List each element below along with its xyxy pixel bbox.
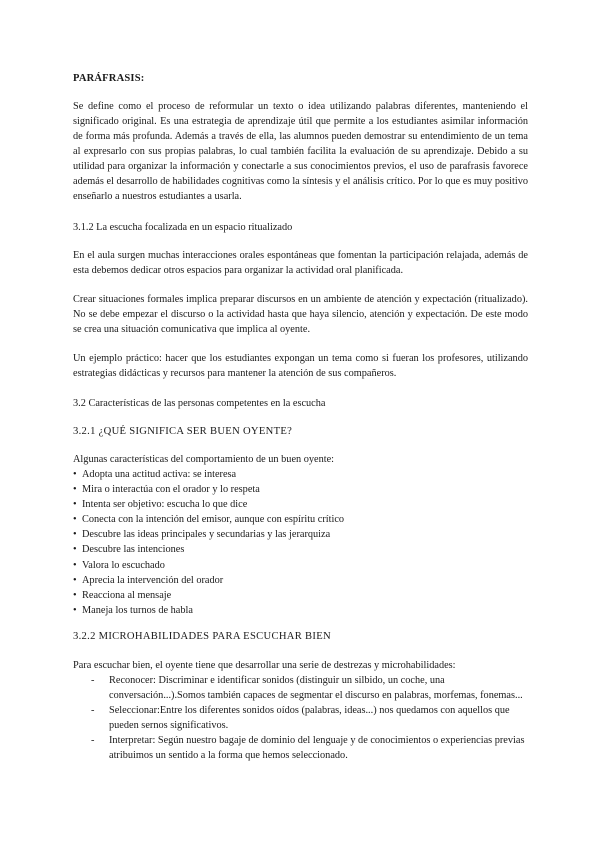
dash-icon: - — [91, 735, 95, 746]
bullet-icon: • — [73, 499, 77, 511]
list-item: • Adopta una actitud activa: se interesa — [73, 467, 344, 482]
good-listener-list — [73, 467, 344, 618]
section-32-heading: 3.2 Características de las personas competentes en la escucha — [73, 398, 326, 409]
list-item: • Maneja los turnos de habla — [73, 603, 344, 618]
list-item: • Reacciona al mensaje — [73, 588, 344, 603]
bullet-icon: • — [73, 544, 77, 556]
list-item: • Descubre las ideas principales y secundarias y las jerarquiza — [73, 527, 344, 542]
section-312-paragraph-3: Un ejemplo práctico: hacer que los estudiantes expongan un tema como si fueran los profesores, utilizando estrategias didácticas y recursos para mantener la atención de sus compañeros. — [73, 353, 528, 379]
bullet-icon: • — [73, 574, 77, 586]
section-321-lead: Algunas características del comportamiento de un buen oyente: — [73, 454, 335, 465]
microskills-list — [73, 673, 528, 763]
bullet-icon: • — [73, 469, 77, 480]
list-item: - Reconocer: Discriminar e identificar sonidos (distinguir un silbido, un coche, una conversación...).Somos también capaces de segmentar el discurso en palabras, morfemas, fonemas... — [91, 675, 523, 701]
intro-paragraph: Se define como el proceso de reformular un texto o idea utilizando palabras diferentes, manteniendo el significado original. Es una estrategia de aprendizaje útil que permite a los estudiantes asimilar información de forma más profunda. Además a través de ella, las alumnos pueden demostrar su entendimiento de un tema al expresarlo con sus propias palabras, lo cual también facilita la evaluación de su aprendizaje. Debido a su utilidad para organizar la información y conectarle a sus conocimientos previos, el uso de parafrasis favorece además el desarrollo de habilidades cognitivas como la síntesis y el análisis crítico. Por lo que es muy positivo enseñarlo a nuestros estudiantes a usarla. — [73, 101, 528, 202]
list-item: • Aprecia la intervención del orador — [73, 573, 344, 588]
list-item: - Interpretar: Según nuestro bagaje de dominio del lenguaje y de conocimientos o experiencias previas atribuimos un sentido a la forma que hemos seleccionado. — [91, 735, 525, 761]
section-321-heading: 3.2.1 ¿QUÉ SIGNIFICA SER BUEN OYENTE? — [73, 426, 293, 437]
list-item: - Seleccionar:Entre los diferentes sonidos oídos (palabras, ideas...) nos quedamos con aquellos que pueden sernos significativos. — [91, 705, 510, 731]
list-item: • Mira o interactúa con el orador y lo respeta — [73, 482, 344, 497]
dash-icon: - — [91, 675, 95, 686]
dash-icon: - — [91, 705, 95, 716]
list-item: • Conecta con la intención del emisor, aunque con espíritu crítico — [73, 512, 344, 527]
bullet-icon: • — [73, 484, 77, 496]
section-312-paragraph-1: En el aula surgen muchas interacciones orales espontáneas que fomentan la participación relajada, además de esta debemos dedicar otros espacios para organizar la actividad oral planificada. — [73, 250, 528, 276]
list-item: • Valora lo escuchado — [73, 558, 344, 573]
section-312-paragraph-2: Crear situaciones formales implica preparar discursos en un ambiente de atención y expectación (ritualizado). No se debe empezar el discurso o la actividad hasta que haya silencio, atención y expectación. De este modo se crea una situación comunicativa que implica al oyente. — [73, 294, 528, 335]
bullet-icon: • — [73, 604, 77, 616]
list-item: • Intenta ser objetivo: escucha lo que dice — [73, 497, 344, 512]
bullet-icon: • — [73, 559, 77, 571]
document-title: PARÁFRASIS: — [73, 73, 145, 84]
section-322-lead: Para escuchar bien, el oyente tiene que desarrollar una serie de destrezas y microhabilidades: — [73, 660, 456, 671]
bullet-icon: • — [73, 529, 77, 541]
bullet-icon: • — [73, 589, 77, 601]
list-item: • Descubre las intenciones — [73, 542, 344, 557]
section-312-heading: 3.1.2 La escucha focalizada en un espacio ritualizado — [73, 222, 293, 233]
section-322-heading: 3.2.2 MICROHABILIDADES PARA ESCUCHAR BIEN — [73, 631, 331, 642]
bullet-icon: • — [73, 514, 77, 526]
